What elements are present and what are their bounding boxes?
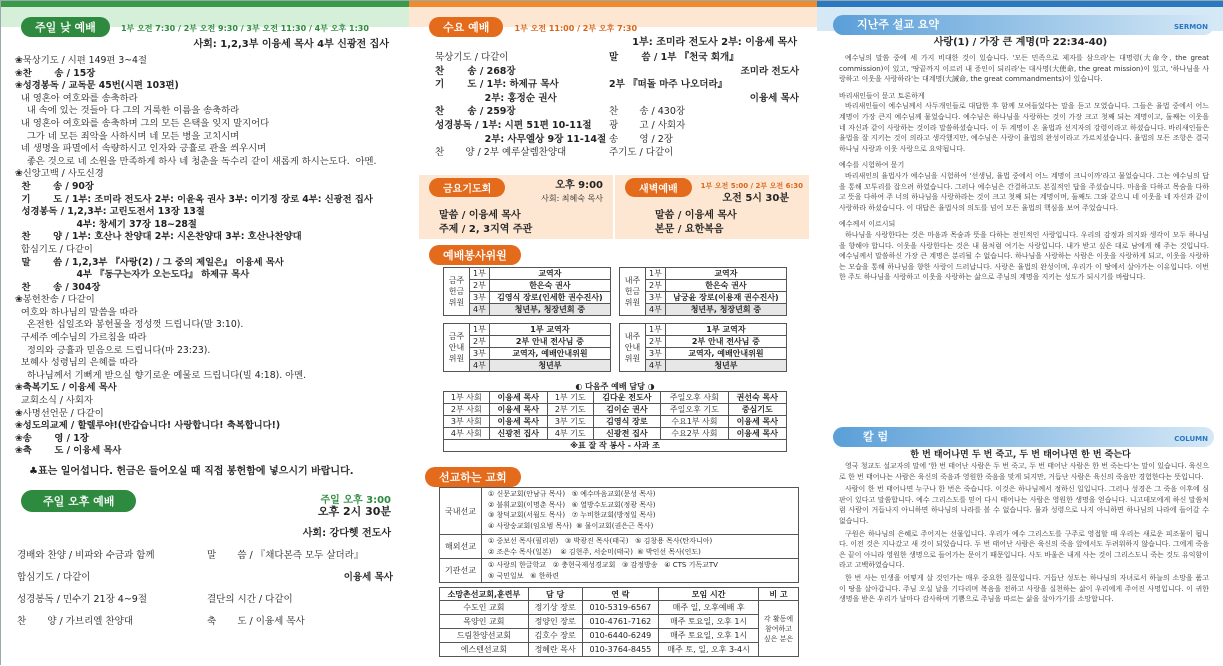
fri-word: 말씀 / 이융세 목사 xyxy=(439,210,521,221)
next-week-cell: 3부 기도 xyxy=(547,416,593,428)
blue-top-bar xyxy=(817,1,1223,7)
next-week-cell: 김이순 권사 xyxy=(593,404,661,416)
server-group: 금주 안내 위원 xyxy=(444,324,470,372)
order-line: 말 씀 / 1,2,3부 『사랑(2) / 그 중의 제일은』 이융세 목사 xyxy=(15,256,284,268)
wed-line: 2부: 사무엘상 9장 11-14절 xyxy=(435,133,607,145)
server-part: 3부 xyxy=(646,292,666,304)
fri-host: 사회: 최혜숙 목사 xyxy=(541,194,603,203)
server-part: 3부 xyxy=(470,292,490,304)
sermon-tag: SERMON xyxy=(1174,23,1208,31)
afternoon-time: 오후 2시 30분 xyxy=(317,505,391,518)
order-line: 좋은 것으로 네 소원을 만족하게 하사 네 청춘을 독수리 같이 새롭게 하시는도다. 아멘. xyxy=(15,155,377,167)
server-part: 1부 xyxy=(646,268,666,280)
mission-item: ① 사랑의 한글학교 ② 충현국제성경교회 ③ 감정방송 ④ CTS 기독교TV xyxy=(488,561,718,569)
server-part: 3부 xyxy=(470,348,490,360)
afternoon-row xyxy=(17,591,393,613)
servers-area xyxy=(443,267,787,449)
server-part: 2부 xyxy=(470,280,490,292)
mission-grid xyxy=(439,487,799,583)
body-paragraph: 바리새인의 율법사가 예수님을 시험하여 '선생님, 율법 중에서 어느 계명이 크니이까'라고 물었습니다. 그는 예수님의 답을 통해 꼬투리를 잡으려 하였습니다. 그러나 예수님은 간결하고도 본질적인 답을 주셨습니다. 마음을 다하고 목숨을 다하고 뜻을 다하여 주 너의 하나님을 사랑하라는 것이 크고 첫째 되는 계명이며, 둘째도 그와 같으니 네 이웃을 네 자신과 같이 사랑하라 하셨습니다. 이 대답은 율법사의 의도를 넘어 모든 율법의 핵심을 보여 주었습니다. xyxy=(839,171,1209,212)
server-name: 청년부 xyxy=(665,360,786,372)
order-line: 성경봉독 / 1,2,3부: 고린도전서 13장 13절 xyxy=(15,206,205,218)
order-line: 네 생명을 파멸에서 속량하시고 인자와 긍휼로 관을 씌우시며 xyxy=(15,143,267,155)
server-name: 청년부 xyxy=(489,360,610,372)
order-line: 찬 송 / 304장 xyxy=(15,281,101,293)
servers-title: 예배봉사위원 xyxy=(429,245,521,265)
column-sunday xyxy=(1,1,409,666)
orange-top-bar xyxy=(409,1,817,7)
group-cell: 수도인 교회 xyxy=(440,601,529,615)
body-paragraph: 구원은 하나님의 은혜로 주어지는 선물입니다. 우리가 예수 그리스도를 구주로 영접할 때 우리는 새로운 피조물이 됩니다. 이전 것은 지나갔고 새 것이 되었습니다. 두 번 태어난 사람은 육신의 죽음 앞에서도 두려워하지 않습니다. 그에게 죽음은 끝이 아니라 영원한 생명으로 들어가는 문이기 때문입니다. 사도 바울은 내게 사는 것이 그리스도니 죽는 것도 유익함이라고 고백하였습니다. xyxy=(839,529,1209,570)
server-name: 교역자, 예배안내위원 xyxy=(665,348,786,360)
order-line: ❀축복기도 / 이융세 목사 xyxy=(15,382,117,394)
column-tag: COLUMN xyxy=(1174,435,1208,443)
server-name: 교역자 xyxy=(489,268,610,280)
mission-items xyxy=(488,536,796,557)
next-week-cell: 중심기도 xyxy=(728,404,786,416)
group-cell: 010-3764-8455 xyxy=(582,643,659,657)
morning-order xyxy=(15,55,401,458)
wed-host: 1부: 조미라 전도사 2부: 이융세 목사 xyxy=(632,37,797,48)
column-weekday xyxy=(409,1,817,666)
server-part: 4부 xyxy=(646,360,666,372)
group-cell: 정양인 장로 xyxy=(528,615,582,629)
server-part: 2부 xyxy=(646,336,666,348)
wed-title: 수요 예배 xyxy=(429,17,503,37)
mission-items xyxy=(488,489,796,531)
wed-line: 찬 양 / 2부 예루살렘찬양대 xyxy=(435,147,567,159)
next-week-cell: 2부 사회 xyxy=(444,404,490,416)
group-cell: 목양인 교회 xyxy=(440,615,529,629)
server-part: 4부 xyxy=(646,304,666,316)
mission-area xyxy=(439,487,799,663)
server-table xyxy=(619,267,787,316)
order-line: ❀성경봉독 / 교독문 45번(시편 103편) xyxy=(15,80,179,92)
mission-item: ③ 창덕교회(서월도 목사) ⑦ 누비한교회(방정일 목사) xyxy=(488,511,656,519)
server-name: 2부 안내 전사님 중 xyxy=(665,336,786,348)
next-week-footer: ※표 잘 작 봉사 - 사과 조 xyxy=(444,440,787,452)
group-note: 각 활동에 참여하고 싶은 분은 xyxy=(759,601,799,657)
group-head: 모임 시간 xyxy=(659,588,759,601)
body-paragraph: 한 번 사는 인생을 어떻게 살 것인가는 매우 중요한 질문입니다. 거듭난 성도는 하나님의 자녀로서 하늘의 소망을 품고 이 땅을 살아갑니다. 주님 오실 날을 기다리며 복음을 전하고 사랑을 실천하는 삶이 우리에게 주어진 사명입니다. 이 귀한 생명을 받은 우리가 날마다 감사하며 기쁨으로 주님을 따르는 삶을 살아가기를 소망합니다. xyxy=(839,573,1209,604)
fri-time: 오후 9:00 xyxy=(555,180,603,191)
fri-title: 금요기도회 xyxy=(429,178,505,197)
server-part: 4부 xyxy=(470,360,490,372)
server-name: 교역자 xyxy=(665,268,786,280)
mission-row xyxy=(440,488,798,534)
order-line: 하나님께서 기뻐게 받으실 향기로운 예물로 드립니다(빌 4:18). 아멘. xyxy=(15,369,307,381)
column-title: 칼 럼 xyxy=(863,430,889,443)
sermon-subtitle: 예수께서 이르시되 xyxy=(839,220,896,229)
sermon-headline: 사랑(1) / 가장 큰 계명(마 22:34-40) xyxy=(933,37,1108,48)
order-line: 온전한 십일조와 봉헌물을 정성껏 드립니다(말 3:10). xyxy=(15,319,244,331)
mission-item: ② 조은수 목사(일본) ④ 김현주, 서순미(태국) ⑥ 박인선 목사(인도) xyxy=(488,547,701,556)
dawn-box xyxy=(615,175,809,239)
afternoon-label: 주일 오후 3:00 xyxy=(320,495,391,506)
order-line: 그가 네 모든 죄악을 사하시며 네 모든 병을 고치시며 xyxy=(15,130,240,142)
wed-line: 찬 송 / 259장 xyxy=(435,106,516,118)
sermon-subtitle: 바리새인들이 묻고 토론하게 xyxy=(839,91,925,100)
mission-item: ④ 사랑숭교회(임요범 목사) ⑧ 물이교회(권은근 목사) xyxy=(488,521,654,530)
group-table xyxy=(439,587,799,657)
group-cell: 매주 일, 오후예배 후 xyxy=(659,601,759,615)
sermon-body xyxy=(839,53,1209,419)
mission-item: ① 신문교회(안남규 목사) ⑤ 예수마음교회(문성 목사) xyxy=(488,490,656,498)
afternoon-left: 경배와 찬양 / 비파와 수금과 함께 xyxy=(17,550,155,561)
next-week-cell: 이융세 목사 xyxy=(489,392,547,404)
next-week-cell: 4부 기도 xyxy=(547,428,593,440)
group-cell: 010-4761-7162 xyxy=(582,615,659,629)
next-week-cell: 1부 사회 xyxy=(444,392,490,404)
next-week-cell: 이융세 목사 xyxy=(489,416,547,428)
next-week-cell: 김다운 전도사 xyxy=(593,392,661,404)
afternoon-host: 사회: 강다헷 전도사 xyxy=(302,528,391,539)
server-name: 교역자, 예배안내위원 xyxy=(489,348,610,360)
next-week-cell: 이융세 목사 xyxy=(728,428,786,440)
order-line: 4부 『동구는자가 오는도다』 하제규 목사 xyxy=(15,269,250,281)
body-paragraph: 바리새인들이 예수님께서 사두개인들로 대답한 후 함께 모여들었다는 말을 듣고 모였습니다. 그들은 율법 중에서 어느 계명이 가장 큰지 예수님께 물었습니다. 예수님은 하나님을 사랑하는 것이 가장 크고 첫째 되는 계명이고, 둘째는 이웃을 네 자신과 같이 사랑하는 것이라 말씀하셨습니다. 이 두 계명이 온 율법과 선지자의 강령이라고 하셨습니다. 바리새인들은 율법을 잘 지키는 것이 의라고 생각했지만, 예수님은 사랑이 율법의 완성이라고 가르치셨습니다. 율법의 모든 조항은 결국 하나님 사랑과 이웃 사랑으로 요약됩니다. xyxy=(839,102,1209,153)
group-cell: 매주 토요일, 오후 1시 xyxy=(659,615,759,629)
body-paragraph: 하나님을 사랑한다는 것은 마음과 목숨과 뜻을 다하는 전인적인 사랑입니다. 우리의 감정과 의지와 생각이 모두 하나님을 향해야 합니다. 이웃을 사랑한다는 것은 내 몸처럼 여기는 사랑입니다. 내가 받고 싶은 대로 남에게 해 주는 것입니다. 예수님께서 말씀하신 가장 큰 계명은 분리될 수 없습니다. 하나님을 사랑하는 사람은 이웃을 사랑하게 되고, 이웃을 사랑하는 모습을 통해 하나님을 향한 사랑이 드러납니다. 사랑은 율법의 완성이며, 우리가 이 땅에서 살아가는 이유입니다. 이번 한 주도 하나님을 사랑하고 이웃을 사랑하는 삶으로 주님의 계명을 지키는 성도가 되시기를 바랍니다. xyxy=(839,230,1209,282)
dawn-title: 새벽예배 xyxy=(625,178,692,197)
order-line: 구세주 예수님의 가르침을 따라 xyxy=(15,332,147,344)
next-week-table xyxy=(443,391,787,452)
morning-title: 주일 낮 예배 xyxy=(21,17,110,37)
server-part: 3부 xyxy=(646,348,666,360)
order-line: ❀신앙고백 / 사도신경 xyxy=(15,168,104,180)
wed-times: 1부 오전 11:00 / 2부 오후 7:30 xyxy=(514,24,638,33)
mission-label: 기관선교 xyxy=(440,559,482,582)
afternoon-right: 말 씀 / 『채다본즉 모두 살더라』 xyxy=(207,550,364,561)
server-group: 내주 안내 위원 xyxy=(620,324,646,372)
server-part: 4부 xyxy=(470,304,490,316)
next-week-cell: 주일오후 기도 xyxy=(661,404,728,416)
order-line: 4부: 창세기 37장 18~28절 xyxy=(15,218,197,230)
server-group: 금주 헌금 위원 xyxy=(444,268,470,316)
mission-item: ⑤ 국민일보 ⑥ 한하련 xyxy=(488,571,560,580)
group-cell: 정혜란 목사 xyxy=(528,643,582,657)
wed-line: 송 영 / 2장 xyxy=(609,133,673,145)
group-cell: 010-5319-6567 xyxy=(582,601,659,615)
next-week-cell: 신광전 집사 xyxy=(489,428,547,440)
order-line: ❀송 영 / 1장 xyxy=(15,432,89,444)
server-name: 한은숙 권사 xyxy=(665,280,786,292)
wed-order-left xyxy=(435,51,635,160)
order-line: 교회소식 / 사회자 xyxy=(15,395,93,407)
next-week-cell: 김영식 장로 xyxy=(593,416,661,428)
body-paragraph: 영국 청교도 설교자의 말에 '한 번 태어난 사람은 두 번 죽고, 두 번 태어난 사람은 한 번 죽는다'는 말이 있습니다. 육신으로 한 번 태어나는 사람은 육신의 죽음과 영원한 죽음을 맞게 되지만, 거듭난 사람은 육신의 죽음만 경험한다는 뜻입니다. xyxy=(839,462,1209,481)
fri-box xyxy=(419,175,613,239)
wed-order-right xyxy=(609,51,799,160)
order-line: ❀찬 송 / 15장 xyxy=(15,67,96,79)
server-part: 2부 xyxy=(646,280,666,292)
wed-line: 묵상기도 / 다같이 xyxy=(435,52,509,63)
morning-notice: ♣표는 일어섭니다. 헌금은 들어오실 때 직접 봉헌함에 넣으시기 바랍니다. xyxy=(29,466,354,477)
group-cell: 드림찬양선교회 xyxy=(440,629,529,643)
next-week-cell: 이융세 목사 xyxy=(728,416,786,428)
server-name: 청년부, 청장년회 중 xyxy=(665,304,786,316)
column-body xyxy=(839,461,1209,661)
morning-header xyxy=(21,17,369,37)
order-line: ❀성도의교제 / 할렐루야!(반갑습니다! 사랑합니다! 축복합니다!) xyxy=(15,420,281,432)
dawn-text: 본문 / 요한복음 xyxy=(655,224,724,235)
wed-line: 찬 송 / 268장 xyxy=(435,65,516,77)
wed-line: 기 도 / 1부: 하제규 목사 xyxy=(435,79,559,91)
mission-label: 해외선교 xyxy=(440,535,482,558)
afternoon-right: 결단의 시간 / 다같이 xyxy=(207,594,293,605)
order-line: 찬 양 / 1부: 호산나 찬양대 2부: 시온찬양대 3부: 호산나찬양대 xyxy=(15,231,302,243)
dawn-times: 1부 오전 5:00 / 2부 오전 6:30 xyxy=(700,182,803,190)
wed-line: 2부 『떠돌 마주 나오더라』 xyxy=(609,79,728,91)
mission-item: ① 중보선 목사(필리핀) ③ 박광진 목사(태국) ⑤ 김창용 목사(탄자니아) xyxy=(488,537,713,545)
order-line: 내 속에 있는 것들아 다 그의 거룩한 이름을 송축하라 xyxy=(15,105,240,117)
server-part: 1부 xyxy=(646,324,666,336)
next-week-cell: 수요2부 사회 xyxy=(661,428,728,440)
sermon-header xyxy=(833,15,1214,35)
body-paragraph: 사람이 한 번 태어나면 누구나 한 번은 죽습니다. 이것은 하나님께서 정하신 일입니다. 그러나 성경은 그 죽음 이후에 심판이 있다고 말씀합니다. 예수 그리스도를 믿어 다시 태어나는 사람은 영원한 생명을 얻습니다. 니고데모에게 하신 말씀처럼 사람이 거듭나지 아니하면 하나님의 나라를 볼 수 없습니다. 물과 성령으로 나지 아니하면 하나님의 나라에 들어갈 수 없습니다. xyxy=(839,485,1209,525)
afternoon-row xyxy=(17,547,393,569)
next-week-cell: 3부 사회 xyxy=(444,416,490,428)
server-name: 한은숙 권사 xyxy=(489,280,610,292)
wed-line: 이융세 목사 xyxy=(749,92,799,104)
server-table xyxy=(619,323,787,372)
mission-header xyxy=(425,467,521,487)
group-cell: 매주 토요일, 오후 1시 xyxy=(659,629,759,643)
server-group: 내주 헌금 위원 xyxy=(620,268,646,316)
order-line: ❀봉헌찬송 / 다같이 xyxy=(15,294,95,306)
next-week-cell: 이융세 목사 xyxy=(489,404,547,416)
server-table xyxy=(443,323,611,372)
next-week-title: ◐ 다음주 예배 담당 ◑ xyxy=(575,382,655,391)
order-line: ❀축 도 / 이융세 목사 xyxy=(15,445,122,457)
server-name: 1부 교역자 xyxy=(489,324,610,336)
afternoon-order xyxy=(17,547,393,635)
dawn-time: 오전 5시 30분 xyxy=(722,193,789,204)
order-line: ❀사명선언문 / 다같이 xyxy=(15,407,104,419)
wed-line: 말 씀 / 1부 『천국 회개』 xyxy=(609,52,739,63)
server-part: 1부 xyxy=(470,268,490,280)
group-cell: 김호수 장로 xyxy=(528,629,582,643)
fri-theme: 주제 / 2, 3지역 주관 xyxy=(439,224,533,235)
order-line: 합심기도 / 다같이 xyxy=(15,243,93,255)
server-name: 김영식 장로(인세한 권수진사) xyxy=(489,292,610,304)
server-name: 2부 안내 전사님 중 xyxy=(489,336,610,348)
column-header xyxy=(833,427,1214,447)
mission-title: 선교하는 교회 xyxy=(425,467,521,487)
group-head: 소망촌선교회,훈련부 xyxy=(440,588,529,601)
server-name: 청년부, 청장년회 중 xyxy=(489,304,610,316)
server-part: 2부 xyxy=(470,336,490,348)
group-cell: 010-6440-6249 xyxy=(582,629,659,643)
wed-line: 주기도 / 다같이 xyxy=(609,147,674,159)
afternoon-left: 성경봉독 / 민수기 21장 4~9절 xyxy=(17,594,148,605)
dawn-word: 말씀 / 이융세 목사 xyxy=(655,210,737,221)
group-head: 담 당 xyxy=(528,588,582,601)
sermon-title: 지난주 설교 요약 xyxy=(857,18,940,31)
order-line: 내 영혼아 여호와를 송축하며 그의 모든 은택을 잊지 말지어다 xyxy=(15,117,270,129)
wed-header xyxy=(429,17,637,37)
column-headline: 한 번 태어나면 두 번 죽고, 두 번 태어나면 한 번 죽는다 xyxy=(910,450,1131,460)
server-name: 남궁윤 장로(이용재 권수진사) xyxy=(665,292,786,304)
mission-item: ② 불휘교회(이명춘 목사) ⑥ 열방수도교회(정광 목사) xyxy=(488,500,656,509)
next-week-cell: 2부 기도 xyxy=(547,404,593,416)
next-week-cell: 권선숙 목사 xyxy=(728,392,786,404)
afternoon-title: 주일 오후 예배 xyxy=(21,490,136,512)
next-week-cell: 주일오후 사회 xyxy=(661,392,728,404)
afternoon-right: 축 도 / 이융세 목사 xyxy=(207,616,305,627)
next-week-cell: 수요1부 사회 xyxy=(661,416,728,428)
order-line: 보혜사 성령님의 은혜를 따라 xyxy=(15,357,138,369)
group-cell: 에스텐선교회 xyxy=(440,643,529,657)
server-part: 1부 xyxy=(470,324,490,336)
wed-line: 조미라 전도사 xyxy=(740,65,799,77)
next-week-cell: 신광전 집사 xyxy=(593,428,661,440)
morning-host: 사회: 1,2,3부 이융세 목사 4부 신광전 집사 xyxy=(193,39,389,50)
afternoon-row xyxy=(17,569,393,591)
afternoon-row xyxy=(17,613,393,635)
order-line: 내 영혼아 여호와를 송축하라 xyxy=(15,92,138,104)
mission-items xyxy=(488,560,796,581)
afternoon-left: 찬 양 / 가브리엘 찬양대 xyxy=(17,616,133,627)
mission-row xyxy=(440,558,798,582)
morning-times: 1부 오전 7:30 / 2부 오전 9:30 / 3부 오전 11:30 / 4부 오후 1:30 xyxy=(120,24,369,33)
wed-line: 찬 송 / 430장 xyxy=(609,106,686,118)
wed-line: 2부: 홍정순 권사 xyxy=(435,92,557,104)
body-paragraph: 예수님의 말씀 중에 세 가지 비대한 것이 있습니다. '모든 민족으로 제자를 삼으라'는 대명령(大命令, the great commission)이 있고, '땅끝까지 이르러 내 증인이 되리라'는 대사명(大使命, the great mission)이 있고, '하나님을 사랑하고 이웃을 사랑하라'는 대계명(大誡命, the great commandments)이 있습니다. xyxy=(839,54,1209,84)
wed-line: 성경봉독 / 1부: 시편 51편 10-11절 xyxy=(435,119,592,131)
afternoon-left: 합심기도 / 다같이 xyxy=(17,572,91,583)
column-sermon xyxy=(817,1,1223,666)
green-top-bar xyxy=(1,1,409,7)
afternoon-right: 이융세 목사 xyxy=(343,572,393,583)
next-week-cell: 4부 사회 xyxy=(444,428,490,440)
server-name: 1부 교역자 xyxy=(665,324,786,336)
order-line: 여호와 하나님의 말씀을 따라 xyxy=(15,306,138,318)
mission-label: 국내선교 xyxy=(440,488,482,534)
group-cell: 정기상 장로 xyxy=(528,601,582,615)
sermon-subtitle: 예수를 시험하여 묻기 xyxy=(839,161,905,170)
group-head: 비 고 xyxy=(759,588,799,601)
order-line: ❀묵상기도 / 시편 149편 3~4절 xyxy=(15,55,147,66)
order-line: 정의와 긍휼과 믿음으로 드립니다(마 23:23). xyxy=(15,344,211,356)
group-head: 연 락 xyxy=(582,588,659,601)
next-week-cell: 1부 기도 xyxy=(547,392,593,404)
group-cell: 매주 토, 일, 오후 3-4시 xyxy=(659,643,759,657)
servers-header xyxy=(429,245,521,265)
mission-row xyxy=(440,534,798,558)
order-line: 기 도 / 1부: 조미라 전도사 2부: 이윤옥 권사 3부: 이기정 장로 4부: 신광전 집사 xyxy=(15,193,373,205)
order-line: 찬 송 / 90장 xyxy=(15,180,94,192)
server-table xyxy=(443,267,611,316)
wed-line: 광 고 / 사회자 xyxy=(609,119,686,131)
